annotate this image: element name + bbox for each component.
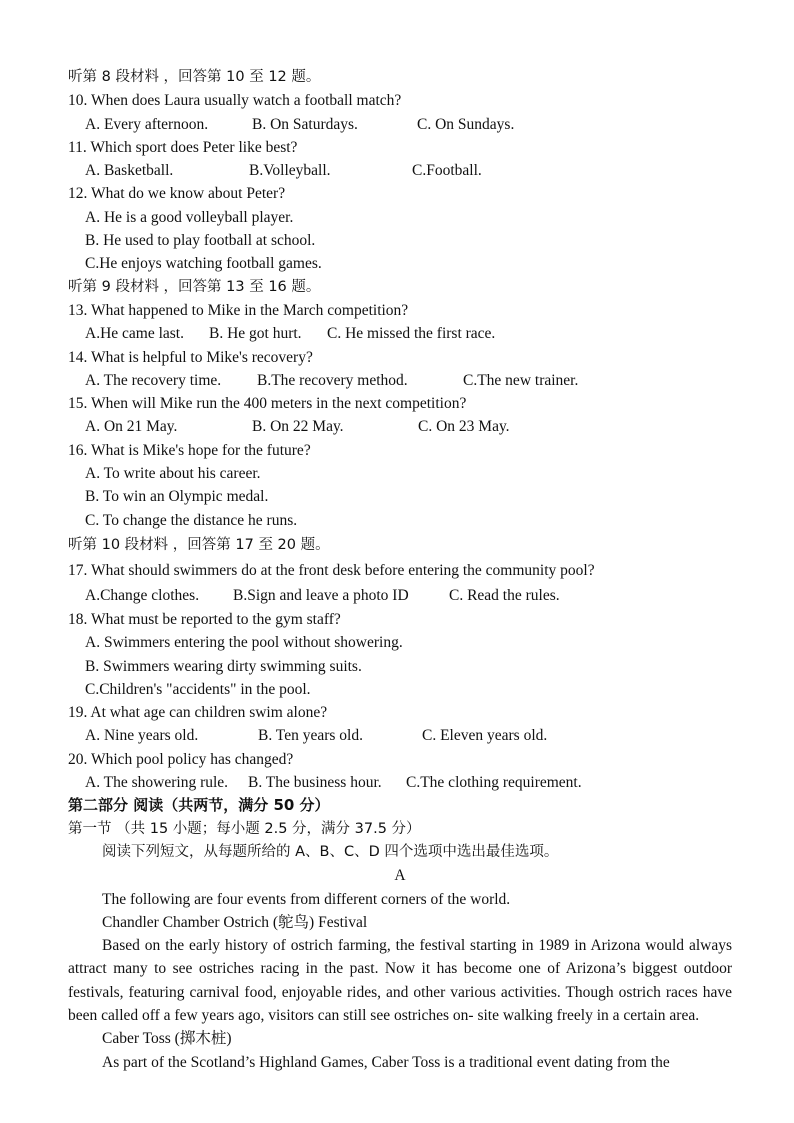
option-b: B. To win an Olympic medal. (85, 488, 269, 506)
option-a: A. To write about his career. (85, 465, 261, 483)
question-11-options (68, 159, 732, 182)
option-c: C. To change the distance he runs. (85, 511, 298, 529)
passage-intro: The following are four events from different corners of the world. (102, 890, 511, 908)
option-a: A. Basketball. (85, 162, 174, 180)
reading-subsection: 第一节 （共 15 小题；每小题 2.5 分，满分 37.5 分） (68, 820, 421, 837)
option-b: B. The business hour. (248, 774, 382, 792)
option-b: B. He used to play football at school. (85, 232, 316, 250)
question-17: 17. What should swimmers do at the front desk before entering the community pool? (68, 561, 595, 579)
option-a: A. He is a good volleyball player. (85, 208, 294, 226)
option-c: C. On 23 May. (418, 418, 510, 436)
question-14: 14. What is helpful to Mike's recovery? (68, 348, 313, 366)
option-c: C. On Sundays. (417, 115, 515, 133)
option-b: B. He got hurt. (209, 325, 302, 343)
option-a: A. Nine years old. (85, 727, 199, 745)
question-10-options (68, 113, 732, 136)
section-header-part9: 听第 9 段材料 ，回答第 13 至 16 题。 (68, 278, 321, 295)
question-15: 15. When will Mike run the 400 meters in the next competition? (68, 395, 467, 413)
section-header-part10: 听第 10 段材料 ，回答第 17 至 20 题。 (68, 536, 330, 553)
question-14-options (68, 369, 732, 392)
event-1-body: Based on the early history of ostrich farming, the festival starting in 1989 in Arizona would always attract many to see ostriches racing in the past. Now it has become one of Arizona’s biggest outdoor festivals, featuring carnival food, enjoyable rides, and other various activities. Though ostrich races have been called off a few years ago, visitors can still see ostriches on- site walking freely in a certain area. (68, 937, 732, 1024)
passage-label: A (394, 867, 406, 885)
option-a: A.Change clothes. (85, 586, 200, 604)
question-11: 11. Which sport does Peter like best? (68, 138, 298, 156)
option-a: A. Swimmers entering the pool without showering. (85, 634, 403, 652)
question-15-options (68, 415, 732, 438)
option-b: B. Swimmers wearing dirty swimming suits. (85, 657, 362, 675)
option-b: B.Volleyball. (249, 162, 331, 180)
option-b: B. On Saturdays. (252, 115, 358, 133)
option-c: C.The new trainer. (463, 371, 579, 389)
option-a: A. The recovery time. (85, 371, 222, 389)
question-19-options (68, 724, 732, 747)
event-2-body: As part of the Scotland’s Highland Games, Caber Toss is a traditional event dating from the (102, 1053, 670, 1071)
question-13: 13. What happened to Mike in the March competition? (68, 301, 409, 319)
option-c: C.He enjoys watching football games. (85, 255, 322, 273)
option-c: C.Football. (412, 162, 482, 180)
option-c: C.The clothing requirement. (406, 774, 582, 792)
question-17-options (68, 584, 732, 608)
exam-page (68, 66, 732, 1074)
option-a: A. The showering rule. (85, 774, 229, 792)
question-18: 18. What must be reported to the gym staff? (68, 610, 341, 628)
option-c: C.Children's "accidents" in the pool. (85, 680, 311, 698)
option-c: C. Read the rules. (449, 586, 560, 604)
question-20-options (68, 771, 732, 794)
event-2-title: Caber Toss (掷木桩) (102, 1030, 232, 1048)
reading-section-title: 第二部分 阅读（共两节，满分 50 分） (68, 796, 330, 815)
question-19: 19. At what age can children swim alone? (68, 704, 328, 722)
option-b: B.The recovery method. (257, 371, 408, 389)
option-a: A. On 21 May. (85, 418, 178, 436)
reading-instructions: 阅读下列短文，从每题所给的 A、B、C、D 四个选项中选出最佳选项。 (102, 843, 559, 860)
question-20: 20. Which pool policy has changed? (68, 750, 294, 768)
question-16: 16. What is Mike's hope for the future? (68, 441, 311, 459)
option-c: C. Eleven years old. (422, 727, 548, 745)
question-13-options (68, 322, 732, 345)
option-a: A.He came last. (85, 325, 184, 343)
option-b: B.Sign and leave a photo ID (233, 586, 409, 604)
option-b: B. Ten years old. (258, 727, 363, 745)
option-c: C. He missed the first race. (327, 325, 496, 343)
section-header-part8: 听第 8 段材料 ，回答第 10 至 12 题。 (68, 69, 321, 85)
option-a: A. Every afternoon. (85, 115, 209, 133)
event-1-title: Chandler Chamber Ostrich (鸵鸟) Festival (102, 913, 368, 931)
question-12: 12. What do we know about Peter? (68, 185, 286, 203)
question-10: 10. When does Laura usually watch a football match? (68, 92, 402, 110)
option-b: B. On 22 May. (252, 418, 344, 436)
